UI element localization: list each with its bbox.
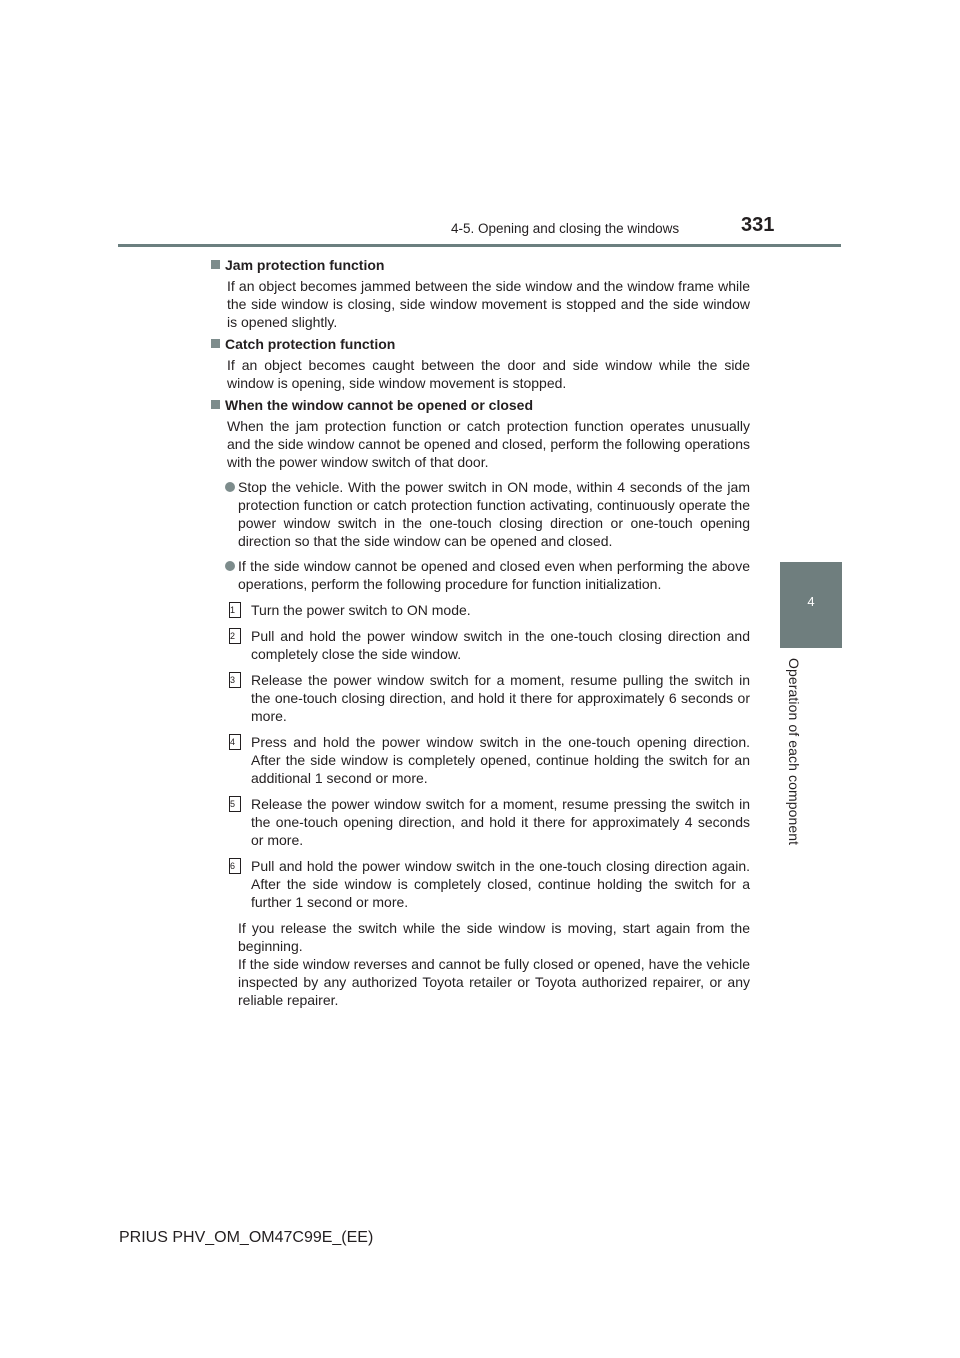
paragraph-cannot-open-close: When the jam protection function or catch protection function operates unusually and the side window cannot be opened and closed, perform the following operations with the power window switch of that door. (227, 418, 750, 470)
bullet-item (210, 478, 750, 550)
document-footer: PRIUS PHV_OM_OM47C99E_(EE) (119, 1229, 374, 1246)
step-text: Press and hold the power window switch in the one-touch opening direction. After the side window is completely opened, continue holding the switch for an additional 1 second or more. (251, 734, 750, 786)
chapter-number: 4 (807, 594, 815, 609)
step-text: Turn the power switch to ON mode. (251, 602, 471, 618)
chapter-title-vertical (780, 658, 810, 858)
step-text: Pull and hold the power window switch in the one-touch closing direction again. After the side window is completely closed, continue holding the switch for a further 1 second or more. (251, 858, 750, 910)
paragraph-catch-protection: If an object becomes caught between the door and side window while the side window is opening, side window movement is stopped. (227, 357, 750, 391)
page-number: 331 (741, 214, 775, 236)
bullet-item (210, 557, 750, 593)
step-number-box: 4 (229, 734, 241, 750)
heading-text: Jam protection function (225, 257, 385, 273)
step-number-box: 1 (229, 602, 241, 618)
circle-bullet-icon (225, 482, 235, 492)
square-bullet-icon (211, 339, 220, 348)
heading-jam-protection (210, 256, 750, 274)
step-number-box: 5 (229, 796, 241, 812)
step-item (210, 601, 750, 619)
header-divider (118, 244, 841, 247)
paragraph-jam-protection: If an object becomes jammed between the side window and the window frame while the side window is closing, side window movement is stopped and the side window is opened slightly. (227, 278, 750, 330)
step-text: Release the power window switch for a moment, resume pulling the switch in the one-touch closing direction, and hold it there for approximately 6 seconds or more. (251, 672, 750, 724)
chapter-title: Operation of each component (786, 658, 802, 846)
step-number-box: 2 (229, 628, 241, 644)
step-item (210, 857, 750, 911)
bullet-text: Stop the vehicle. With the power switch in ON mode, within 4 seconds of the jam protection function or catch protection function activating, continuously operate the power window switch in the one-touch closing direction or one-touch opening direction so that the side window can be opened and closed. (238, 479, 750, 549)
step-item (210, 671, 750, 725)
square-bullet-icon (211, 400, 220, 409)
heading-text: When the window cannot be opened or closed (225, 397, 534, 413)
circle-bullet-icon (225, 561, 235, 571)
step-number-box: 6 (229, 858, 241, 874)
step-item (210, 733, 750, 787)
section-title: 4-5. Opening and closing the windows (451, 221, 680, 236)
heading-cannot-open-close (210, 396, 750, 414)
heading-text: Catch protection function (225, 336, 396, 352)
step-item (210, 795, 750, 849)
step-text: Pull and hold the power window switch in the one-touch closing direction and completely close the side window. (251, 628, 750, 662)
main-content (210, 252, 750, 1009)
step-number-box: 3 (229, 672, 241, 688)
closing-note (210, 919, 750, 1009)
step-text: Release the power window switch for a moment, resume pressing the switch in the one-touch opening direction, and hold it there for approximately 4 seconds or more. (251, 796, 750, 848)
note-restart: If you release the switch while the side window is moving, start again from the beginning. (238, 920, 750, 954)
chapter-tab (780, 562, 842, 648)
bullet-text: If the side window cannot be opened and closed even when performing the above operations, perform the following procedure for function initialization. (238, 558, 750, 592)
step-item (210, 627, 750, 663)
square-bullet-icon (211, 260, 220, 269)
heading-catch-protection (210, 335, 750, 353)
note-inspection: If the side window reverses and cannot be fully closed or opened, have the vehicle inspected by any authorized Toyota retailer or Toyota authorized repairer, or any reliable repairer. (238, 956, 750, 1008)
